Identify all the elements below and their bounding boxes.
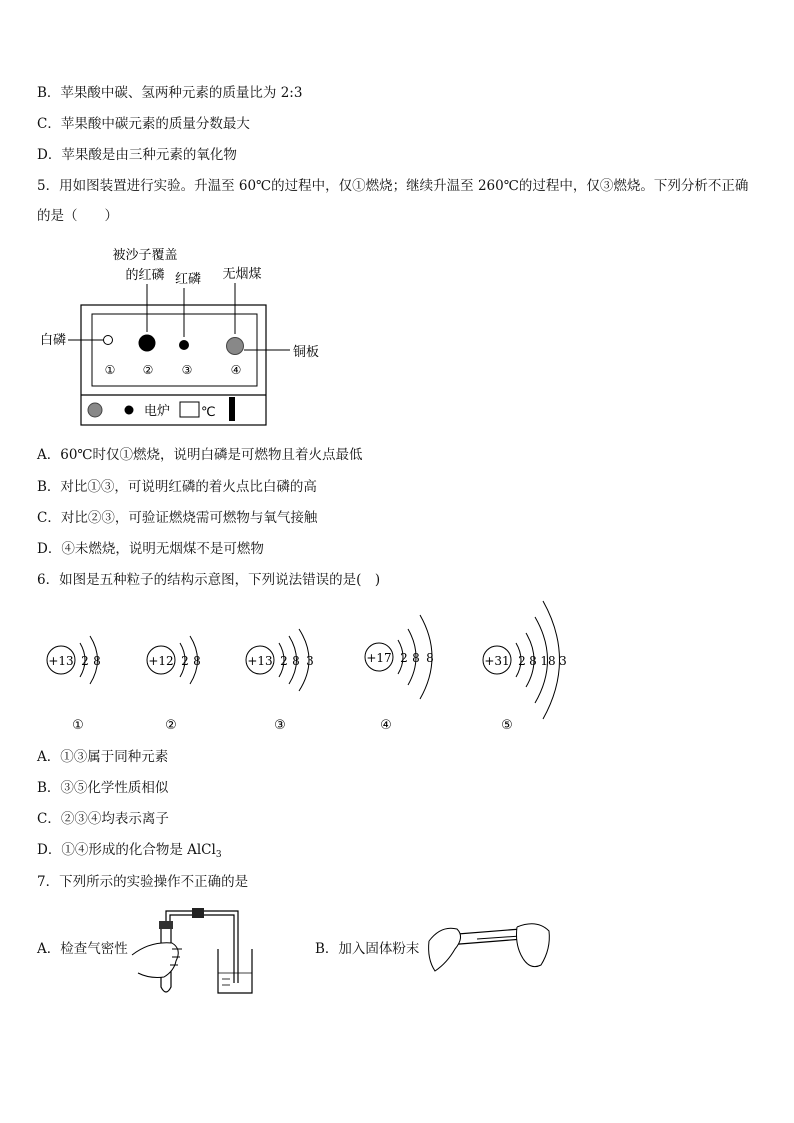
particle-1-label: ①	[72, 718, 84, 733]
coal-sample	[227, 338, 244, 355]
particle-3-diagram	[246, 629, 314, 733]
q7-option-a: A．检查气密性	[37, 941, 128, 957]
particle-4-shell-3: 8	[426, 651, 434, 665]
particle-5-shell-1: 2	[518, 654, 526, 668]
particle-2-diagram	[147, 636, 201, 733]
q7-option-b: B．加入固体粉末	[315, 941, 420, 957]
particle-5-label: ⑤	[501, 718, 513, 733]
position-2: ②	[142, 363, 154, 377]
q6-option-d-subscript: 3	[215, 850, 222, 860]
q5-option-d: D．④未燃烧，说明无烟煤不是可燃物	[37, 541, 264, 557]
q6-option-c: C．②③④均表示离子	[37, 811, 169, 827]
label-electric-stove: 电炉	[144, 404, 171, 419]
label-covered-line1: 被沙子覆盖	[112, 248, 178, 263]
q5-stem-line1: 5．用如图装置进行实验。升温至 60℃的过程中，仅①燃烧；继续升温至 260℃的过程中，仅③燃烧。下列分析不正确	[37, 178, 749, 194]
particle-2-nucleus: +12	[148, 654, 174, 668]
particle-4-nucleus: +17	[366, 651, 392, 665]
particle-1-nucleus: +13	[48, 654, 74, 668]
add-powder-illustration	[425, 915, 553, 980]
particle-4-label: ④	[380, 718, 392, 733]
particle-3-shell-3: 3	[306, 654, 314, 668]
particle-5-diagram	[483, 601, 567, 733]
covered-red-phosphorus-sample	[139, 335, 156, 352]
particle-2-shell-1: 2	[181, 654, 189, 668]
position-3: ③	[181, 363, 193, 377]
q4-option-d: D．苹果酸是由三种元素的氧化物	[37, 147, 237, 163]
label-covered-line2: 的红磷	[125, 268, 165, 283]
label-celsius: ℃	[201, 405, 216, 420]
q5-option-a: A．60℃时仅①燃烧，说明白磷是可燃物且着火点最低	[37, 447, 363, 463]
q4-option-c: C．苹果酸中碳元素的质量分数最大	[37, 116, 250, 132]
particle-1-shell-1: 2	[81, 654, 89, 668]
particle-3-shell-1: 2	[280, 654, 288, 668]
q6-option-d	[37, 841, 222, 864]
stove-knob-icon	[88, 403, 102, 417]
q6-option-b: B．③⑤化学性质相似	[37, 780, 169, 796]
position-4: ④	[230, 363, 242, 377]
label-copper-plate: 铜板	[293, 345, 320, 360]
q6-atom-diagrams	[30, 595, 590, 740]
temperature-display	[180, 402, 199, 417]
q5-option-c: C．对比②③，可验证燃烧需可燃物与氧气接触	[37, 510, 318, 526]
particle-5-shell-2: 8	[529, 654, 537, 668]
particle-3-shell-2: 8	[292, 654, 300, 668]
particle-5-nucleus: +31	[484, 654, 510, 668]
particle-1-shell-2: 8	[93, 654, 101, 668]
particle-2-shell-2: 8	[193, 654, 201, 668]
particle-4-shell-2: 8	[412, 651, 420, 665]
particle-4-diagram	[365, 615, 434, 733]
label-white-phosphorus: 白磷	[40, 333, 67, 348]
position-1: ①	[104, 363, 116, 377]
stove-indicator-icon	[125, 406, 134, 415]
particle-3-nucleus: +13	[247, 654, 273, 668]
q5-figure	[30, 240, 340, 430]
label-coal: 无烟煤	[222, 267, 262, 282]
q5-option-b: B．对比①③，可说明红磷的着火点比白磷的高	[37, 479, 317, 495]
particle-1-diagram	[47, 636, 101, 733]
q6-option-a: A．①③属于同种元素	[37, 749, 169, 765]
red-phosphorus-sample	[179, 340, 189, 350]
q7-stem: 7．下列所示的实验操作不正确的是	[37, 874, 249, 890]
q6-option-d-text: D．①④形成的化合物是 AlCl	[37, 842, 216, 858]
stove-switch-icon	[229, 397, 235, 421]
particle-5-shell-4: 3	[559, 654, 567, 668]
particle-3-label: ③	[274, 718, 286, 733]
q6-stem: 6．如图是五种粒子的结构示意图，下列说法错误的是( )	[37, 572, 381, 588]
airtightness-check-illustration	[130, 905, 260, 1000]
particle-2-label: ②	[165, 718, 177, 733]
particle-4-shell-1: 2	[400, 651, 408, 665]
label-red-phosphorus: 红磷	[174, 272, 202, 287]
q4-option-b: B．苹果酸中碳、氢两种元素的质量比为 2:3	[37, 85, 303, 101]
q5-stem-line2: 的是（ ）	[37, 208, 118, 224]
particle-5-shell-3: 18	[540, 654, 556, 668]
white-phosphorus-sample	[104, 336, 113, 345]
